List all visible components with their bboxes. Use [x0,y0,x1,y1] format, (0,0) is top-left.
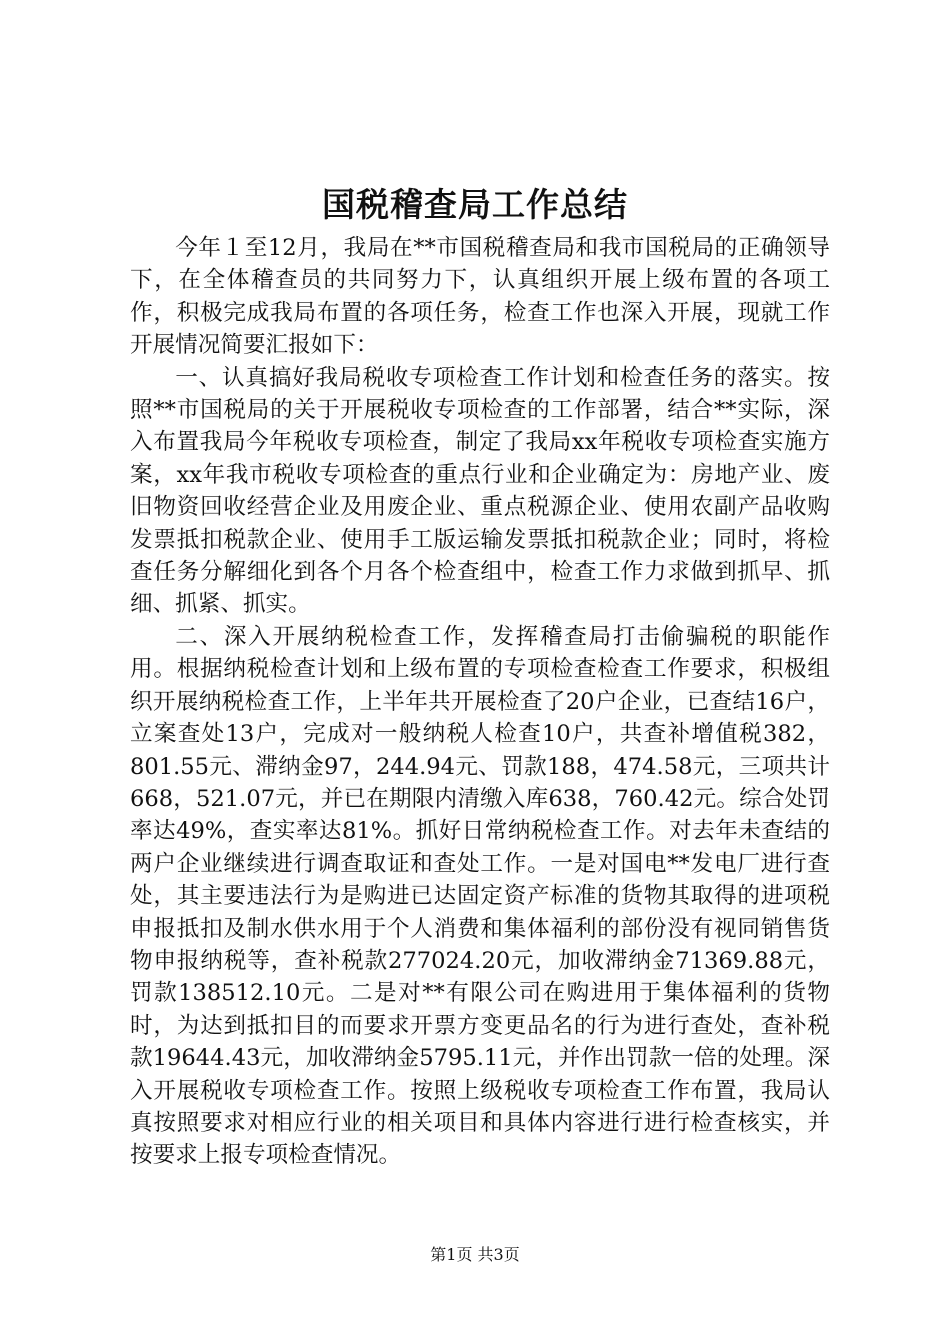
paragraph-section-2: 二、深入开展纳税检查工作，发挥稽查局打击偷骗税的职能作用。根据纳税检查计划和上级布置的专项检查检查工作要求，积极组织开展纳税检查工作，上半年共开展检查了20户企业，已查结16户，立案查处13户，完成对一般纳税人检查10户，共查补增值税382，801.55元、滞纳金97，244.94元、罚款188，474.58元，三项共计668，521.07元，并已在期限内清缴入库638，760.42元。综合处罚率达49%，查实率达81%。抓好日常纳税检查工作。对去年未查结的两户企业继续进行调查取证和查处工作。一是对国电**发电厂进行查处，其主要违法行为是购进已达固定资产标准的货物其取得的进项税申报抵扣及制水供水用于个人消费和集体福利的部份没有视同销售货物申报纳税等，查补税款277024.20元，加收滞纳金71369.88元，罚款138512.10元。二是对**有限公司在购进用于集体福利的货物时，为达到抵扣目的而要求开票方变更品名的行为进行查处，查补税款19644.43元，加收滞纳金5795.11元，并作出罚款一倍的处理。深入开展税收专项检查工作。按照上级税收专项检查工作布置，我局认真按照要求对相应行业的相关项目和具体内容进行进行检查核实，并按要求上报专项检查情况。 [130,623,830,1169]
document-title: 国税稽查局工作总结 [322,185,628,224]
page-number-footer: 第1页 共3页 [430,1245,520,1264]
paragraph-section-1: 一、认真搞好我局税收专项检查工作计划和检查任务的落实。按照**市国税局的关于开展税收专项检查的工作部署，结合**实际，深入布置我局今年税收专项检查，制定了我局xx年税收专项检查实施方案，xx年我市税收专项检查的重点行业和企业确定为：房地产业、废旧物资回收经营企业及用废企业、重点税源企业、使用农副产品收购发票抵扣税款企业、使用手工版运输发票抵扣税款企业；同时，将检查任务分解细化到各个月各个检查组中，检查工作力求做到抓早、抓细、抓紧、抓实。 [130,364,830,618]
paragraph-intro: 今年１至12月，我局在**市国税稽查局和我市国税局的正确领导下，在全体稽查员的共同努力下，认真组织开展上级布置的各项工作，积极完成我局布置的各项任务，检查工作也深入开展，现就工作开展情况简要汇报如下： [130,235,830,359]
document-body [130,232,830,1172]
